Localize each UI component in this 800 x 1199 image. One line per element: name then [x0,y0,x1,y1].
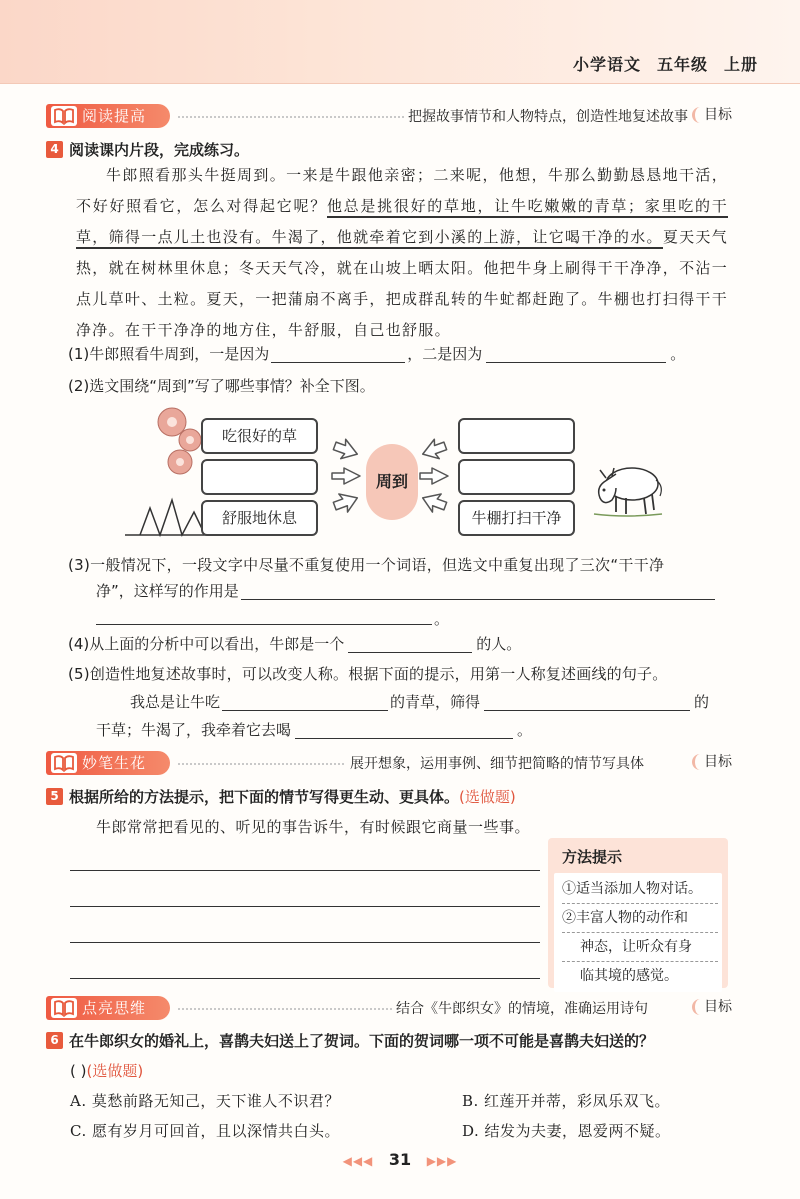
answer-parentheses[interactable]: ( ) [70,1062,87,1080]
underlined-sentences: 他总是挑很好的草地，让牛吃嫩嫩的青草；家里吃的干草，筛得一点儿土也没有。牛渴了，他就牵着它到小溪的上游，让它喝干净的水。 [76,197,728,249]
section-goal: 结合《牛郎织女》的情境，准确运用诗句 [396,1001,648,1017]
answer-blank[interactable] [271,345,405,363]
question-text: 根据所给的方法提示，把下面的情节写得更生动、更具体。 [69,788,460,806]
method-item: 神态，让听众有身 [562,933,718,962]
optional-tag: (选做题) [459,788,516,806]
passage-part-b: 夏天天气热，就在树林里休息；冬天天气冷，就在山坡上晒太阳。他把牛身上刷得干干净净，不沾一点儿草叶、土粒。夏天，一把蒲扇不离手，把成群乱转的牛虻都赶跑了。牛棚也打扫得干干净净。在干干净净的地方住，牛舒服，自己也舒服。 [76,228,729,339]
flower-plant-decoration [120,400,210,540]
goal-tag: 目标 [704,104,732,124]
next-arrows-icon: ▶▶▶ [426,1154,458,1168]
answer-blank[interactable] [222,693,388,711]
arrow-right-down-icon [419,488,448,515]
sub-question-2: (2)选文围绕“周到”写了哪些事情？补全下图。 [68,377,375,395]
sub-question-3-line1: (3)一般情况下，一段文字中尽量不重复使用一个词语，但选文中重复出现了三次“干干净 [68,556,665,574]
method-item: 临其境的感觉。 [580,968,678,984]
answer-paren-line [70,1060,143,1081]
prev-arrows-icon: ◀◀◀ [342,1154,374,1168]
sub1-text-b: ，二是因为 [407,345,483,363]
question-4-title [46,139,249,160]
diagram-box-right-middle[interactable] [458,459,575,495]
open-book-icon [50,997,78,1019]
cow-illustration [586,448,666,528]
method-list [554,873,722,992]
sub-question-3-line2 [96,580,715,601]
arrow-right-icon [420,468,448,484]
open-book-icon [50,752,78,774]
answer-blank[interactable] [241,582,715,600]
sub5-line1 [130,691,709,712]
open-book-icon [50,105,78,127]
section-badge-label: 点亮思维 [82,999,147,1017]
writing-line[interactable] [70,870,540,871]
diagram-box-left-bottom: 舒服地休息 [201,500,318,536]
arrow-right-up-icon [419,436,448,463]
section-goal: 把握故事情节和人物特点，创造性地复述故事 [408,109,688,125]
diagram-box-right-top[interactable] [458,418,575,454]
sub5-line2 [96,719,532,740]
optional-tag: (选做题) [86,1062,144,1080]
volume: 上册 [723,55,758,74]
reading-passage [76,160,728,346]
sub5-text-d: 干草；牛渴了，我牵着它去喝 [96,721,292,739]
answer-blank[interactable] [295,721,513,739]
sub4-text-b: 的人。 [476,635,522,653]
writing-line[interactable] [70,906,540,907]
sub3-text: 净”，这样写的作用是 [96,582,239,600]
book-info [573,52,758,75]
option-a[interactable]: A. 莫愁前路无知己，天下谁人不识君？ [70,1092,340,1110]
diagram-arrows [320,426,460,526]
goal-tag: 目标 [704,996,732,1016]
sub-question-4 [68,633,521,654]
diagram-center: 周到 [366,444,418,520]
section-bar-reading [46,104,736,130]
sub3-end: 。 [434,610,450,628]
answer-blank[interactable] [348,635,472,653]
sub4-text-a: (4)从上面的分析中可以看出，牛郎是一个 [68,635,345,653]
subject: 小学语文 [572,55,641,74]
goal-tag: 目标 [704,751,732,771]
sub1-end: 。 [670,345,686,363]
section-bar-thinking [46,996,736,1022]
method-item: ①适当添加人物对话。 [562,875,718,904]
method-tip-box [548,838,728,988]
diagram-box-left-middle[interactable] [201,459,318,495]
question-number: 6 [46,1032,63,1049]
diagram-box-right-bottom: 牛棚打扫干净 [458,500,575,536]
sub5-text-a: 我总是让牛吃 [130,693,221,711]
sub1-text-a: (1)牛郎照看牛周到，一是因为 [68,345,270,363]
answer-line[interactable] [96,624,432,625]
section-badge [46,751,170,775]
question-number: 4 [46,141,63,158]
answer-blank[interactable] [486,345,666,363]
option-c[interactable]: C. 愿有岁月可回首，且以深情共白头。 [70,1122,340,1140]
method-item: ②丰富人物的动作和 [562,904,718,933]
question-text: 阅读课内片段，完成练习。 [69,141,250,159]
arrow-left-up-icon [331,436,360,463]
sub5-text-c: 的 [694,693,710,711]
writing-line[interactable] [70,978,540,979]
writing-line[interactable] [70,942,540,943]
section-goal: 展开想象，运用事例、细节把简略的情节写具体 [350,756,644,772]
page-footer [0,1150,800,1169]
section-badge-label: 阅读提高 [82,107,147,125]
question-6-title [46,1030,654,1051]
sub5-end: 。 [517,721,533,739]
sub5-text-b: 的青草，筛得 [390,693,481,711]
section-badge-label: 妙笔生花 [82,754,147,772]
passage-part-a: 牛郎照看那头牛挺周到。一来是牛跟他亲密；二来呢，他想，牛那么勤勤恳恳地干活，不好好照看它，怎么对得起它呢？ [76,166,728,215]
diagram-box-left-top: 吃很好的草 [201,418,318,454]
option-b[interactable]: B. 红莲开并蒂，彩凤乐双飞。 [462,1092,671,1110]
dotted-divider [178,763,344,765]
arrow-left-icon [332,468,360,484]
dotted-divider [178,1008,392,1010]
question-5-title [46,786,516,807]
section-bar-writing [46,751,736,777]
answer-blank[interactable] [484,693,690,711]
page-number: 31 [388,1150,412,1169]
section-badge [46,996,170,1020]
option-d[interactable]: D. 结发为夫妻，恩爱两不疑。 [462,1122,671,1140]
method-title: 方法提示 [562,848,623,866]
dotted-divider [178,116,404,118]
arrow-left-down-icon [331,488,360,515]
writing-prompt: 牛郎常常把看见的、听见的事告诉牛，有时候跟它商量一些事。 [96,818,531,836]
sub-question-5: (5)创造性地复述故事时，可以改变人称。根据下面的提示，用第一人称复述画线的句子。 [68,665,668,683]
sub-question-1 [68,343,685,364]
question-text: 在牛郎织女的婚礼上，喜鹊夫妇送上了贺词。下面的贺词哪一项不可能是喜鹊夫妇送的？ [69,1032,655,1050]
question-number: 5 [46,788,63,805]
section-badge [46,104,170,128]
grade: 五年级 [656,55,708,74]
